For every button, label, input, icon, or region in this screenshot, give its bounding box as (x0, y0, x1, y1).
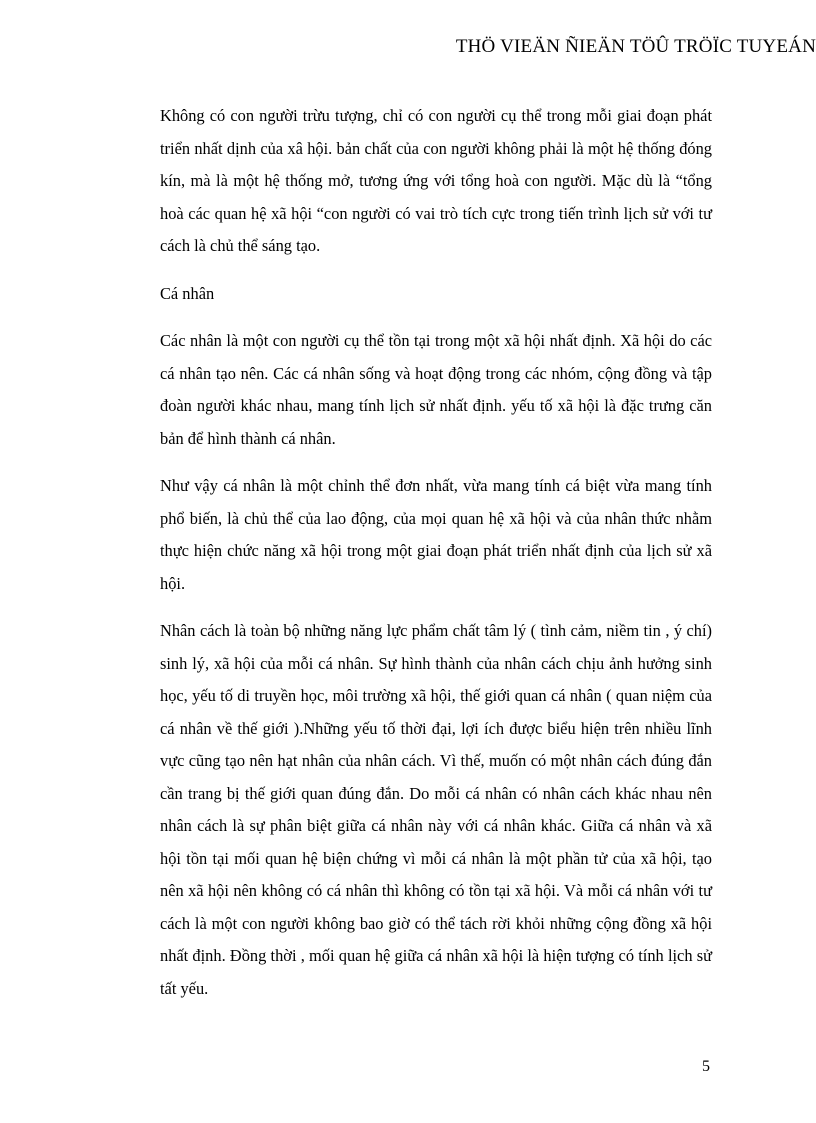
page-header: THÖ VIEÄN ÑIEÄN TÖÛ TRÖÏC TUYEÁN (455, 36, 816, 57)
page-number: 5 (702, 1058, 710, 1075)
paragraph-individual-definition: Các nhân là một con người cụ thể tồn tại trong một xã hội nhất định. Xã hội do các cá nhân tạo nên. Các cá nhân sống và hoạt động trong các nhóm, cộng đồng và tập đoàn người khác nhau, mang tính lịch sử nhất định. yếu tố xã hội là đặc trưng căn bản để hình thành cá nhân. (160, 331, 712, 448)
paragraph-individual-entity: Như vậy cá nhân là một chỉnh thể đơn nhất, vừa mang tính cá biệt vừa mang tính phổ biến, là chủ thể của lao động, của mọi quan hệ xã hội và của nhân thức nhằm thực hiện chức năng xã hội trong một giai đoạn phát triển nhất định của lịch sử xã hội. (160, 476, 712, 593)
document-body (160, 100, 712, 1020)
paragraph-human-nature: Không có con người trừu tượng, chỉ có con người cụ thể trong mỗi giai đoạn phát triển nhất dịnh của xâ hội. bản chất của con người không phải là một hệ thống đóng kín, mà là một hệ thống mở, tương ứng với tổng hoà con người. Mặc dù là “tổng hoà các quan hệ xã hội “con người có vai trò tích cực trong tiến trình lịch sử với tư cách là chủ thể sáng tạo. (160, 106, 712, 255)
paragraph-personality: Nhân cách là toàn bộ những năng lực phẩm chất tâm lý ( tình cảm, niềm tin , ý chí) sinh lý, xã hội của mỗi cá nhân. Sự hình thành của nhân cách chịu ảnh hưởng sinh học, yếu tố di truyền học, môi trường xã hội, thế giới quan cá nhân ( quan niệm của cá nhân về thế giới ).Những yếu tố thời đại, lợi ích được biểu hiện trên nhiều lĩnh vực cũng tạo nên hạt nhân của nhân cách. Vì thế, muốn có một nhân cách đúng đắn cần trang bị thế giới quan đúng đắn. Do mỗi cá nhân có nhân cách khác nhau nên nhân cách là sự phân biệt giữa cá nhân này với cá nhân khác. Giữa cá nhân và xã hội tồn tại mối quan hệ biện chứng vì mỗi cá nhân là một phần tử của xã hội, tạo nên xã hội nên không có cá nhân thì không có tồn tại xã hội. Và mỗi cá nhân với tư cách là một con người không bao giờ có thể tách rời khỏi những cộng đồng xã hội nhất định. Đồng thời , mối quan hệ giữa cá nhân xã hội là hiện tượng có tính lịch sử tất yếu. (160, 621, 712, 998)
section-heading-individual: Cá nhân (160, 283, 215, 303)
